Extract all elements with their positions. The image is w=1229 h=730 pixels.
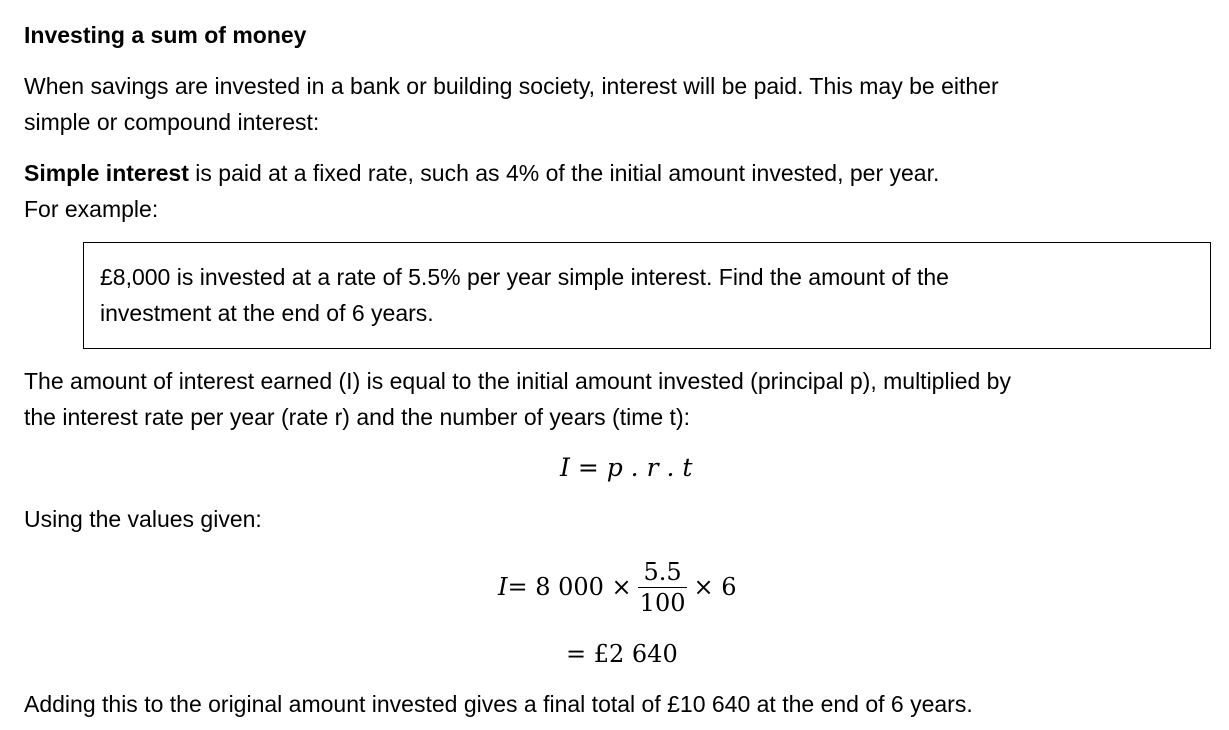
calc-part-1: = 8 000 × [507, 573, 632, 601]
calculation-result: = £2 640 [566, 640, 678, 668]
fraction-numerator: 5.5 [643, 557, 682, 586]
for-example-label: For example: [24, 196, 159, 222]
example-line-2: investment at the end of 6 years. [100, 300, 434, 326]
intro-line-1: When savings are invested in a bank or building society, interest will be paid. This may be either [24, 73, 999, 99]
simple-interest-description: is paid at a fixed rate, such as 4% of the initial amount invested, per year. [188, 160, 940, 186]
simple-interest-formula [560, 450, 692, 486]
calculation [498, 552, 737, 622]
calc-lhs: I [498, 573, 508, 601]
using-values-label: Using the values given: [24, 506, 262, 532]
calc-part-2: × 6 [693, 573, 737, 601]
explanation-line-2: the interest rate per year (rate r) and the number of years (time t): [24, 404, 691, 430]
conclusion: Adding this to the original amount invested gives a final total of £10 640 at the end of 6 years. [24, 691, 973, 717]
example-box [83, 242, 1211, 349]
page-title: Investing a sum of money [24, 22, 307, 48]
explanation-line-1: The amount of interest earned (I) is equal to the initial amount invested (principal p), multiplied by [24, 368, 1011, 394]
fraction-denominator: 100 [639, 588, 686, 617]
formula-rhs: = p . r . t [569, 453, 693, 482]
example-line-1: £8,000 is invested at a rate of 5.5% per year simple interest. Find the amount of the [100, 264, 949, 290]
rate-fraction [638, 557, 688, 618]
intro-line-2: simple or compound interest: [24, 109, 320, 135]
formula-lhs: I [560, 453, 570, 482]
simple-interest-term: Simple interest [24, 160, 189, 186]
simple-interest-definition [24, 155, 939, 191]
